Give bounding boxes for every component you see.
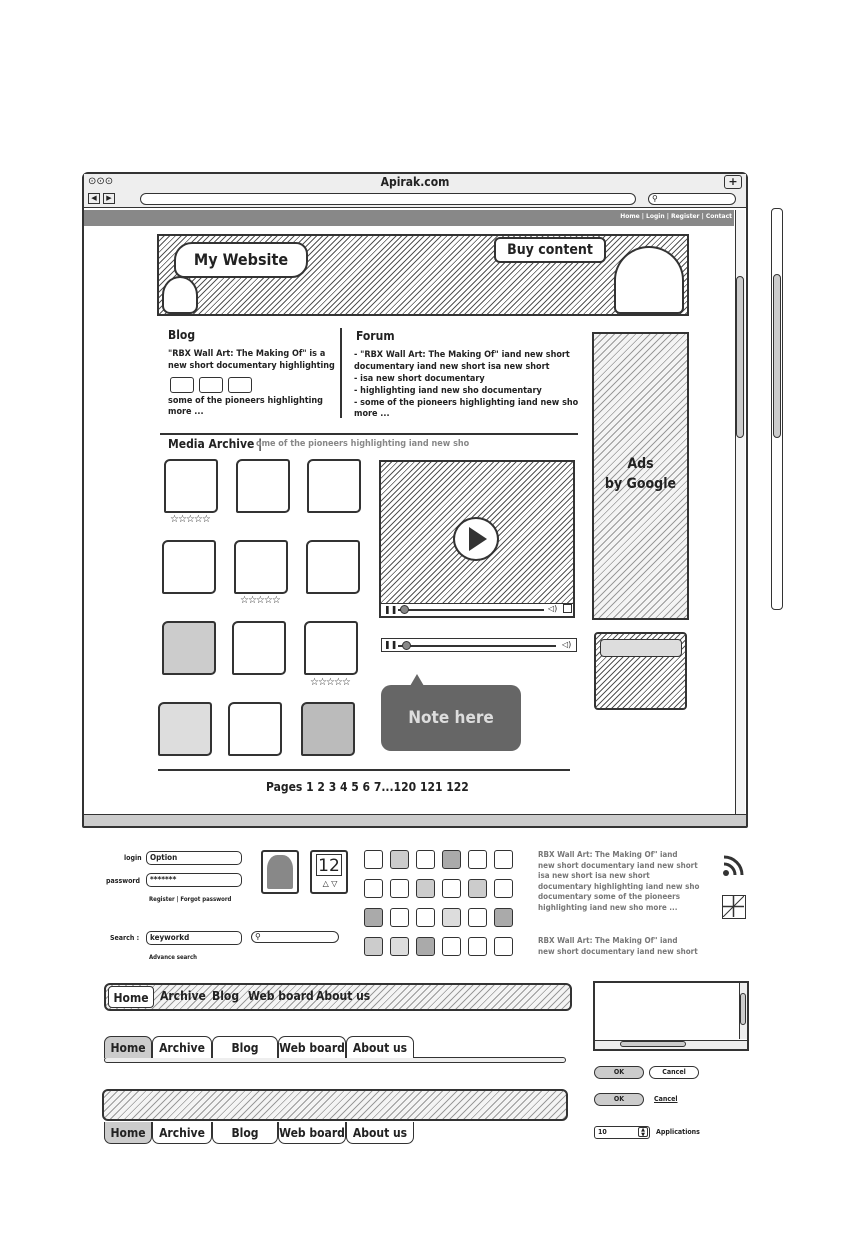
nav3-blog[interactable]: Blog xyxy=(212,1122,278,1144)
blog-text-2: new short documentary highlighting xyxy=(168,361,335,371)
media-thumb[interactable] xyxy=(162,621,216,675)
rating-stars[interactable]: ☆☆☆☆☆ xyxy=(310,677,350,688)
grid-cell[interactable] xyxy=(442,879,461,898)
rating-stars[interactable]: ☆☆☆☆☆ xyxy=(170,514,210,525)
person-silhouette-right xyxy=(614,246,684,314)
grid-cell[interactable] xyxy=(364,908,383,927)
media-thumb[interactable] xyxy=(228,702,282,756)
audio-volume-icon[interactable]: ◁) xyxy=(562,640,572,649)
grid-cell[interactable] xyxy=(364,850,383,869)
password-label: password xyxy=(106,877,141,885)
search-icon: ⚲ xyxy=(652,194,658,203)
buy-content-button[interactable]: Buy content xyxy=(494,237,606,263)
login-label: login xyxy=(124,854,142,862)
grid-cell[interactable] xyxy=(442,908,461,927)
date-value: 12 xyxy=(316,854,342,876)
fullscreen-icon[interactable] xyxy=(563,604,572,613)
play-triangle xyxy=(469,527,487,551)
browser-title: Apirak.com xyxy=(380,175,450,189)
register-links[interactable]: Register | Forgot password xyxy=(149,896,232,903)
blog-text-1: "RBX Wall Art: The Making Of" is a xyxy=(168,349,326,359)
side-text-line: RBX Wall Art: The Making Of" iand xyxy=(538,850,678,859)
back-button[interactable]: ◀ xyxy=(88,193,100,204)
search-label: Search : xyxy=(110,934,140,942)
standalone-scroll-thumb[interactable] xyxy=(773,274,781,438)
ok-button-1[interactable]: OK xyxy=(594,1066,644,1079)
blog-thumb-1[interactable] xyxy=(170,377,194,393)
address-bar[interactable] xyxy=(140,193,636,205)
mini-hscroll-thumb[interactable] xyxy=(620,1041,686,1047)
volume-icon[interactable]: ◁) xyxy=(548,604,558,613)
person-silhouette-left xyxy=(162,276,198,314)
nav3-webboard[interactable]: Web board xyxy=(278,1122,346,1144)
side-text-line: isa new short isa new short xyxy=(538,871,650,880)
media-subtext: ome of the pioneers highlighting iand new sho xyxy=(256,439,470,449)
nav2-archive[interactable]: Archive xyxy=(152,1036,212,1058)
media-thumb[interactable] xyxy=(234,540,288,594)
forward-button[interactable]: ▶ xyxy=(103,193,115,204)
search-icon: ⚲ xyxy=(255,932,261,941)
pagination[interactable] xyxy=(266,780,469,794)
media-thumb[interactable] xyxy=(232,621,286,675)
pause-icon[interactable]: ❚❚ xyxy=(384,605,398,614)
forum-line-1: - "RBX Wall Art: The Making Of" iand new short xyxy=(354,350,570,360)
grid-cell[interactable] xyxy=(468,908,487,927)
browser-search-input[interactable] xyxy=(648,193,736,205)
grid-cell[interactable] xyxy=(494,879,513,898)
login-input[interactable]: Option xyxy=(146,851,242,865)
audio-progress[interactable] xyxy=(398,645,556,647)
nav3-home[interactable]: Home xyxy=(104,1122,152,1144)
up-down-arrows[interactable]: △ ▽ xyxy=(322,879,338,888)
grid-cell[interactable] xyxy=(442,850,461,869)
cancel-button-1[interactable]: Cancel xyxy=(649,1066,699,1079)
side-text-line: new short documentary iand new short xyxy=(538,946,698,956)
nav1-webboard[interactable]: Web board xyxy=(248,989,314,1003)
page-ellipsis: ... xyxy=(381,780,394,794)
page-link[interactable]: 2 xyxy=(317,780,325,794)
video-progress[interactable] xyxy=(398,609,544,611)
blog-more-link[interactable]: more ... xyxy=(168,407,204,417)
nav1-aboutus[interactable]: About us xyxy=(316,989,371,1003)
nav2-blog[interactable]: Blog xyxy=(212,1036,278,1058)
media-thumb[interactable] xyxy=(304,621,358,675)
page-link[interactable]: 121 xyxy=(419,780,443,794)
media-thumb[interactable] xyxy=(162,540,216,594)
forum-line-3: - isa new short documentary xyxy=(354,374,485,384)
grid-cell[interactable] xyxy=(390,879,409,898)
nav-bar-3 xyxy=(102,1089,568,1121)
mini-vscroll-thumb[interactable] xyxy=(740,993,746,1025)
page-link[interactable]: 3 xyxy=(328,780,337,794)
page-link[interactable]: 7 xyxy=(373,780,382,794)
page-link[interactable]: 4 xyxy=(339,780,348,794)
section-divider xyxy=(160,433,578,435)
note-callout: Note here xyxy=(381,685,521,751)
toggle-grid xyxy=(364,850,516,960)
top-links[interactable]: Home | Login | Register | Contact xyxy=(620,213,732,220)
media-thumb[interactable] xyxy=(306,540,360,594)
blog-thumb-2[interactable] xyxy=(199,377,223,393)
forum-line-2: documentary iand new short isa new short xyxy=(354,362,550,372)
avatar-silhouette xyxy=(267,855,293,889)
grid-cell[interactable] xyxy=(416,908,435,927)
grid-cell[interactable] xyxy=(468,879,487,898)
ads-line-2: by Google xyxy=(604,476,677,492)
media-heading: Media Archive | xyxy=(168,437,263,451)
nav1-archive[interactable]: Archive xyxy=(160,989,206,1003)
image-placeholder-icon xyxy=(722,895,746,919)
forum-more-link[interactable]: more ... xyxy=(354,409,390,419)
blog-thumb-3[interactable] xyxy=(228,377,252,393)
grid-cell[interactable] xyxy=(416,937,435,956)
window-buttons[interactable]: ⊙⊙⊙ xyxy=(88,176,114,187)
stepper-arrows[interactable]: ▲ ▼ xyxy=(638,1127,648,1137)
page-link[interactable]: 1 xyxy=(306,780,314,794)
media-thumb[interactable] xyxy=(164,459,218,513)
grid-cell[interactable] xyxy=(494,850,513,869)
nav3-archive[interactable]: Archive xyxy=(152,1122,212,1144)
forum-line-5: - some of the pioneers highlighting iand new sho xyxy=(354,398,579,408)
grid-cell[interactable] xyxy=(416,850,435,869)
side-text-line: highlighting iand new sho more ... xyxy=(538,902,678,912)
grid-cell[interactable] xyxy=(390,937,409,956)
grid-cell[interactable] xyxy=(390,908,409,927)
media-thumb[interactable] xyxy=(307,459,361,513)
page-link[interactable]: 5 xyxy=(351,780,359,794)
browser-hscrollbar[interactable] xyxy=(84,814,746,826)
blog-text-3: some of the pioneers highlighting xyxy=(168,396,323,406)
browser-scroll-thumb[interactable] xyxy=(736,276,744,438)
side-paragraph-2 xyxy=(538,936,698,957)
grid-cell[interactable] xyxy=(364,937,383,956)
rss-icon[interactable] xyxy=(722,851,748,877)
page-link[interactable]: 120 xyxy=(393,780,417,794)
cancel-link-2[interactable]: Cancel xyxy=(654,1095,678,1103)
media-thumb[interactable] xyxy=(236,459,290,513)
nav2-aboutus[interactable]: About us xyxy=(346,1036,414,1058)
side-text-line: RBX Wall Art: The Making Of" iand xyxy=(538,936,678,945)
pagination-divider xyxy=(158,769,570,771)
page-link[interactable]: 6 xyxy=(362,780,371,794)
video-progress-knob[interactable] xyxy=(400,605,409,614)
new-tab-button[interactable]: + xyxy=(724,175,742,189)
media-thumb[interactable] xyxy=(158,702,212,756)
ok-button-2[interactable]: OK xyxy=(594,1093,644,1106)
password-input[interactable]: ******* xyxy=(146,873,242,887)
nav1-blog[interactable]: Blog xyxy=(212,989,240,1003)
advance-search-link[interactable]: Advance search xyxy=(149,954,198,961)
side-text-line: documentary some of the pioneers xyxy=(538,892,680,901)
nav1-home[interactable]: Home xyxy=(108,986,154,1008)
nav2-webboard[interactable]: Web board xyxy=(278,1036,346,1058)
site-title[interactable]: My Website xyxy=(174,242,308,278)
side-text-line: documentary highlighting iand new sho xyxy=(538,881,700,891)
grid-cell[interactable] xyxy=(494,937,513,956)
side-paragraph-1 xyxy=(538,850,699,913)
ad-thumb-inner xyxy=(600,639,682,657)
grid-cell[interactable] xyxy=(468,850,487,869)
nav3-aboutus[interactable]: About us xyxy=(346,1122,414,1144)
grid-cell[interactable] xyxy=(416,879,435,898)
grid-cell[interactable] xyxy=(390,850,409,869)
forum-heading: Forum xyxy=(356,329,395,343)
rating-stars[interactable]: ☆☆☆☆☆ xyxy=(240,595,280,606)
grid-cell[interactable] xyxy=(494,908,513,927)
audio-pause-icon[interactable]: ❚❚ xyxy=(384,640,398,649)
search-box[interactable] xyxy=(251,931,339,943)
column-divider xyxy=(340,328,342,418)
page-link[interactable]: 122 xyxy=(446,780,469,794)
ads-line-1: Ads xyxy=(627,456,654,472)
media-thumb[interactable] xyxy=(301,702,355,756)
stepper-value: 10 xyxy=(598,1128,607,1136)
grid-cell[interactable] xyxy=(364,879,383,898)
nav2-home[interactable]: Home xyxy=(104,1036,152,1058)
side-text-line: new short documentary iand new short xyxy=(538,860,698,870)
blog-heading: Blog xyxy=(168,328,196,342)
grid-cell[interactable] xyxy=(442,937,461,956)
audio-progress-knob[interactable] xyxy=(402,641,411,650)
forum-line-4: - highlighting iand new sho documentary xyxy=(354,386,542,396)
keyword-input[interactable]: keyworkd xyxy=(146,931,242,945)
grid-cell[interactable] xyxy=(468,937,487,956)
stepper-label: Applications xyxy=(656,1128,700,1136)
pagination-label: Pages xyxy=(266,780,303,794)
